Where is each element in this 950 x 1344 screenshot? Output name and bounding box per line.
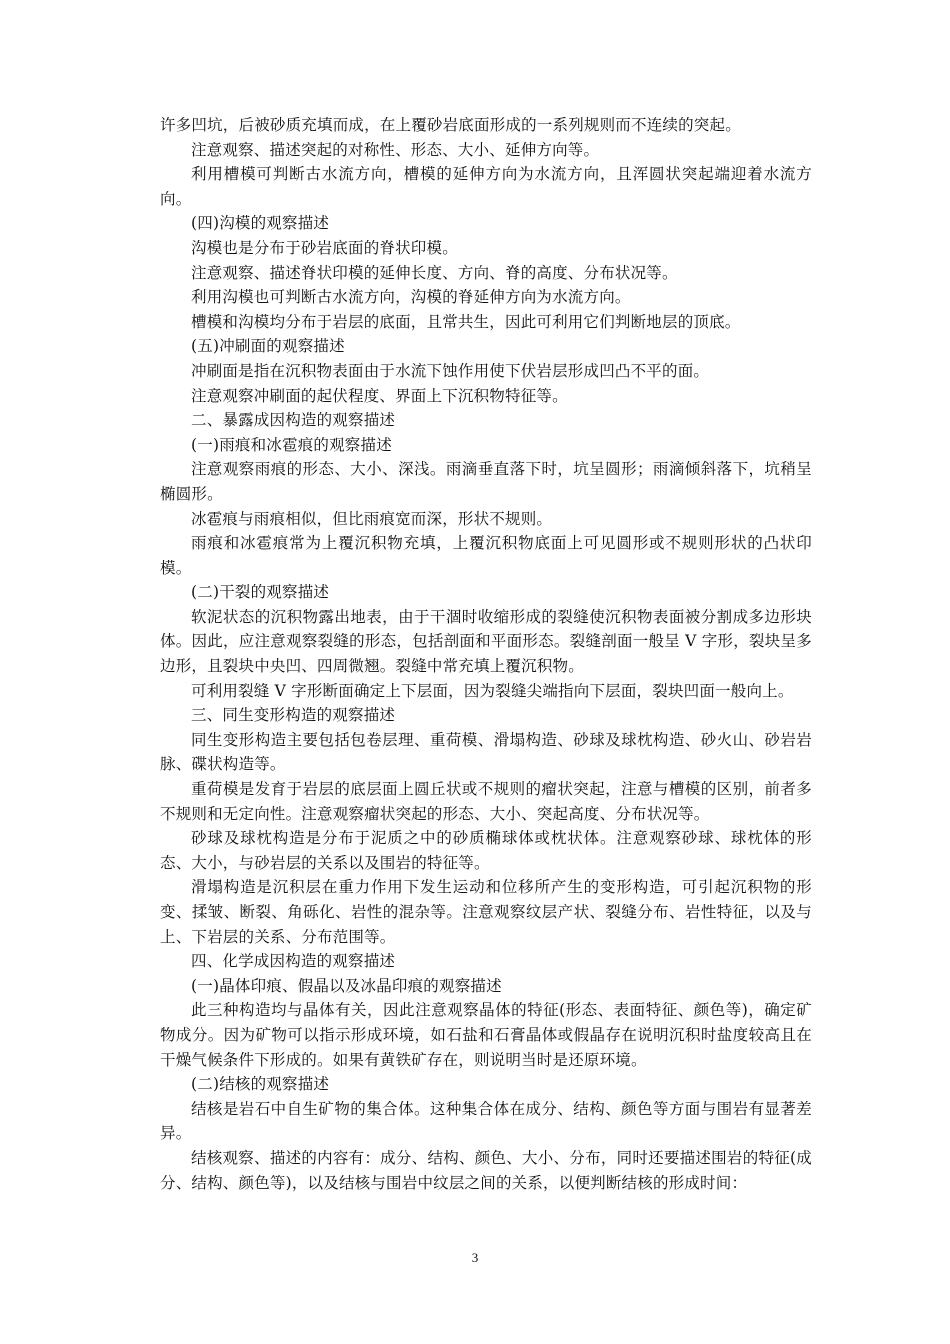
paragraph: 二、暴露成因构造的观察描述: [191, 411, 396, 430]
paragraph: 可利用裂缝 V 字形断面确定上下层面，因为裂缝尖端指向下层面，裂块凹面一般向上。: [191, 681, 794, 700]
paragraph: 砂球及球枕构造是分布于泥质之中的砂质椭球体或枕状体。注意观察砂球、球枕体的形态、大小，与砂岩层的关系以及围岩的特征等。: [160, 829, 812, 872]
paragraph: (四)沟模的观察描述: [191, 214, 330, 233]
paragraph: 冲刷面是指在沉积物表面由于水流下蚀作用使下伏岩层形成凹凸不平的面。: [191, 361, 710, 380]
paragraph: 注意观察、描述突起的对称性、形态、大小、延伸方向等。: [191, 140, 600, 159]
paragraph: (二)干裂的观察描述: [191, 583, 330, 602]
paragraph: 注意观察、描述脊状印模的延伸长度、方向、脊的高度、分布状况等。: [191, 263, 678, 282]
paragraph: 滑塌构造是沉积层在重力作用下发生运动和位移所产生的变形构造，可引起沉积物的形变、揉皱、断裂、角砾化、岩性的混杂等。注意观察纹层产状、裂缝分布、岩性特征，以及与上、下岩层的关系、分布范围等。: [160, 878, 812, 946]
paragraph: 结核是岩石中自生矿物的集合体。这种集合体在成分、结构、颜色等方面与围岩有显著差异。: [160, 1099, 812, 1143]
paragraph: (五)冲刷面的观察描述: [191, 337, 345, 356]
paragraph: 注意观察冲刷面的起伏程度、界面上下沉积物特征等。: [191, 386, 568, 405]
paragraph: 软泥状态的沉积物露出地表，由于干涸时收缩形成的裂缝使沉积物表面被分割成多边形块体。因此，应注意观察裂缝的形态，包括剖面和平面形态。裂缝剖面一般呈 V 字形，裂块呈多边形，且裂块中央凹、四周微翘。裂缝中常充填上覆沉积物。: [160, 607, 812, 676]
paragraph: 利用槽模可判断古水流方向，槽模的延伸方向为水流方向，且浑圆状突起端迎着水流方向。: [160, 165, 812, 208]
paragraph: 沟模也是分布于砂岩底面的脊状印模。: [191, 238, 458, 257]
paragraph: 利用沟模也可判断古水流方向，沟模的脊延伸方向为水流方向。: [191, 288, 631, 307]
paragraph: 四、化学成因构造的观察描述: [191, 952, 396, 971]
paragraph: 许多凹坑，后被砂质充填而成，在上覆砂岩底面形成的一系列规则而不连续的突起。: [160, 116, 741, 134]
paragraph: 同生变形构造主要包括包卷层理、重荷模、滑塌构造、砂球及球枕构造、砂火山、砂岩岩脉、碟状构造等。: [160, 730, 812, 774]
document-body: [160, 113, 812, 1195]
paragraph: 冰雹痕与雨痕相似，但比雨痕宽而深，形状不规则。: [191, 509, 553, 528]
paragraph: (一)雨痕和冰雹痕的观察描述: [191, 435, 392, 454]
paragraph: (一)晶体印痕、假晶以及冰晶印痕的观察描述: [191, 976, 502, 995]
page-number: 3: [471, 1250, 479, 1265]
paragraph: 雨痕和冰雹痕常为上覆沉积物充填，上覆沉积物底面上可见圆形或不规则形状的凸状印模。: [160, 534, 812, 577]
paragraph: 此三种构造均与晶体有关，因此注意观察晶体的特征(形态、表面特征、颜色等)，确定矿物成分。因为矿物可以指示形成环境，如石盐和石膏晶体或假晶存在说明沉积时盐度较高且在干燥气候条件下形成的。如果有黄铁矿存在，则说明当时是还原环境。: [160, 1001, 812, 1069]
paragraph: 重荷模是发育于岩层的底层面上圆丘状或不规则的瘤状突起，注意与槽模的区别，前者多不规则和无定向性。注意观察瘤状突起的形态、大小、突起高度、分布状况等。: [160, 780, 812, 823]
paragraph: 槽模和沟模均分布于岩层的底面，且常共生，因此可利用它们判断地层的顶底。: [191, 312, 741, 331]
paragraph: 三、同生变形构造的观察描述: [191, 706, 396, 725]
paragraph: 注意观察雨痕的形态、大小、深浅。雨滴垂直落下时，坑呈圆形；雨滴倾斜落下，坑稍呈椭圆形。: [160, 460, 812, 503]
paragraph: 结核观察、描述的内容有：成分、结构、颜色、大小、分布，同时还要描述围岩的特征(成分、结构、颜色等)，以及结核与围岩中纹层之间的关系，以便判断结核的形成时间：: [160, 1148, 812, 1192]
paragraph: (二)结核的观察描述: [191, 1075, 330, 1094]
